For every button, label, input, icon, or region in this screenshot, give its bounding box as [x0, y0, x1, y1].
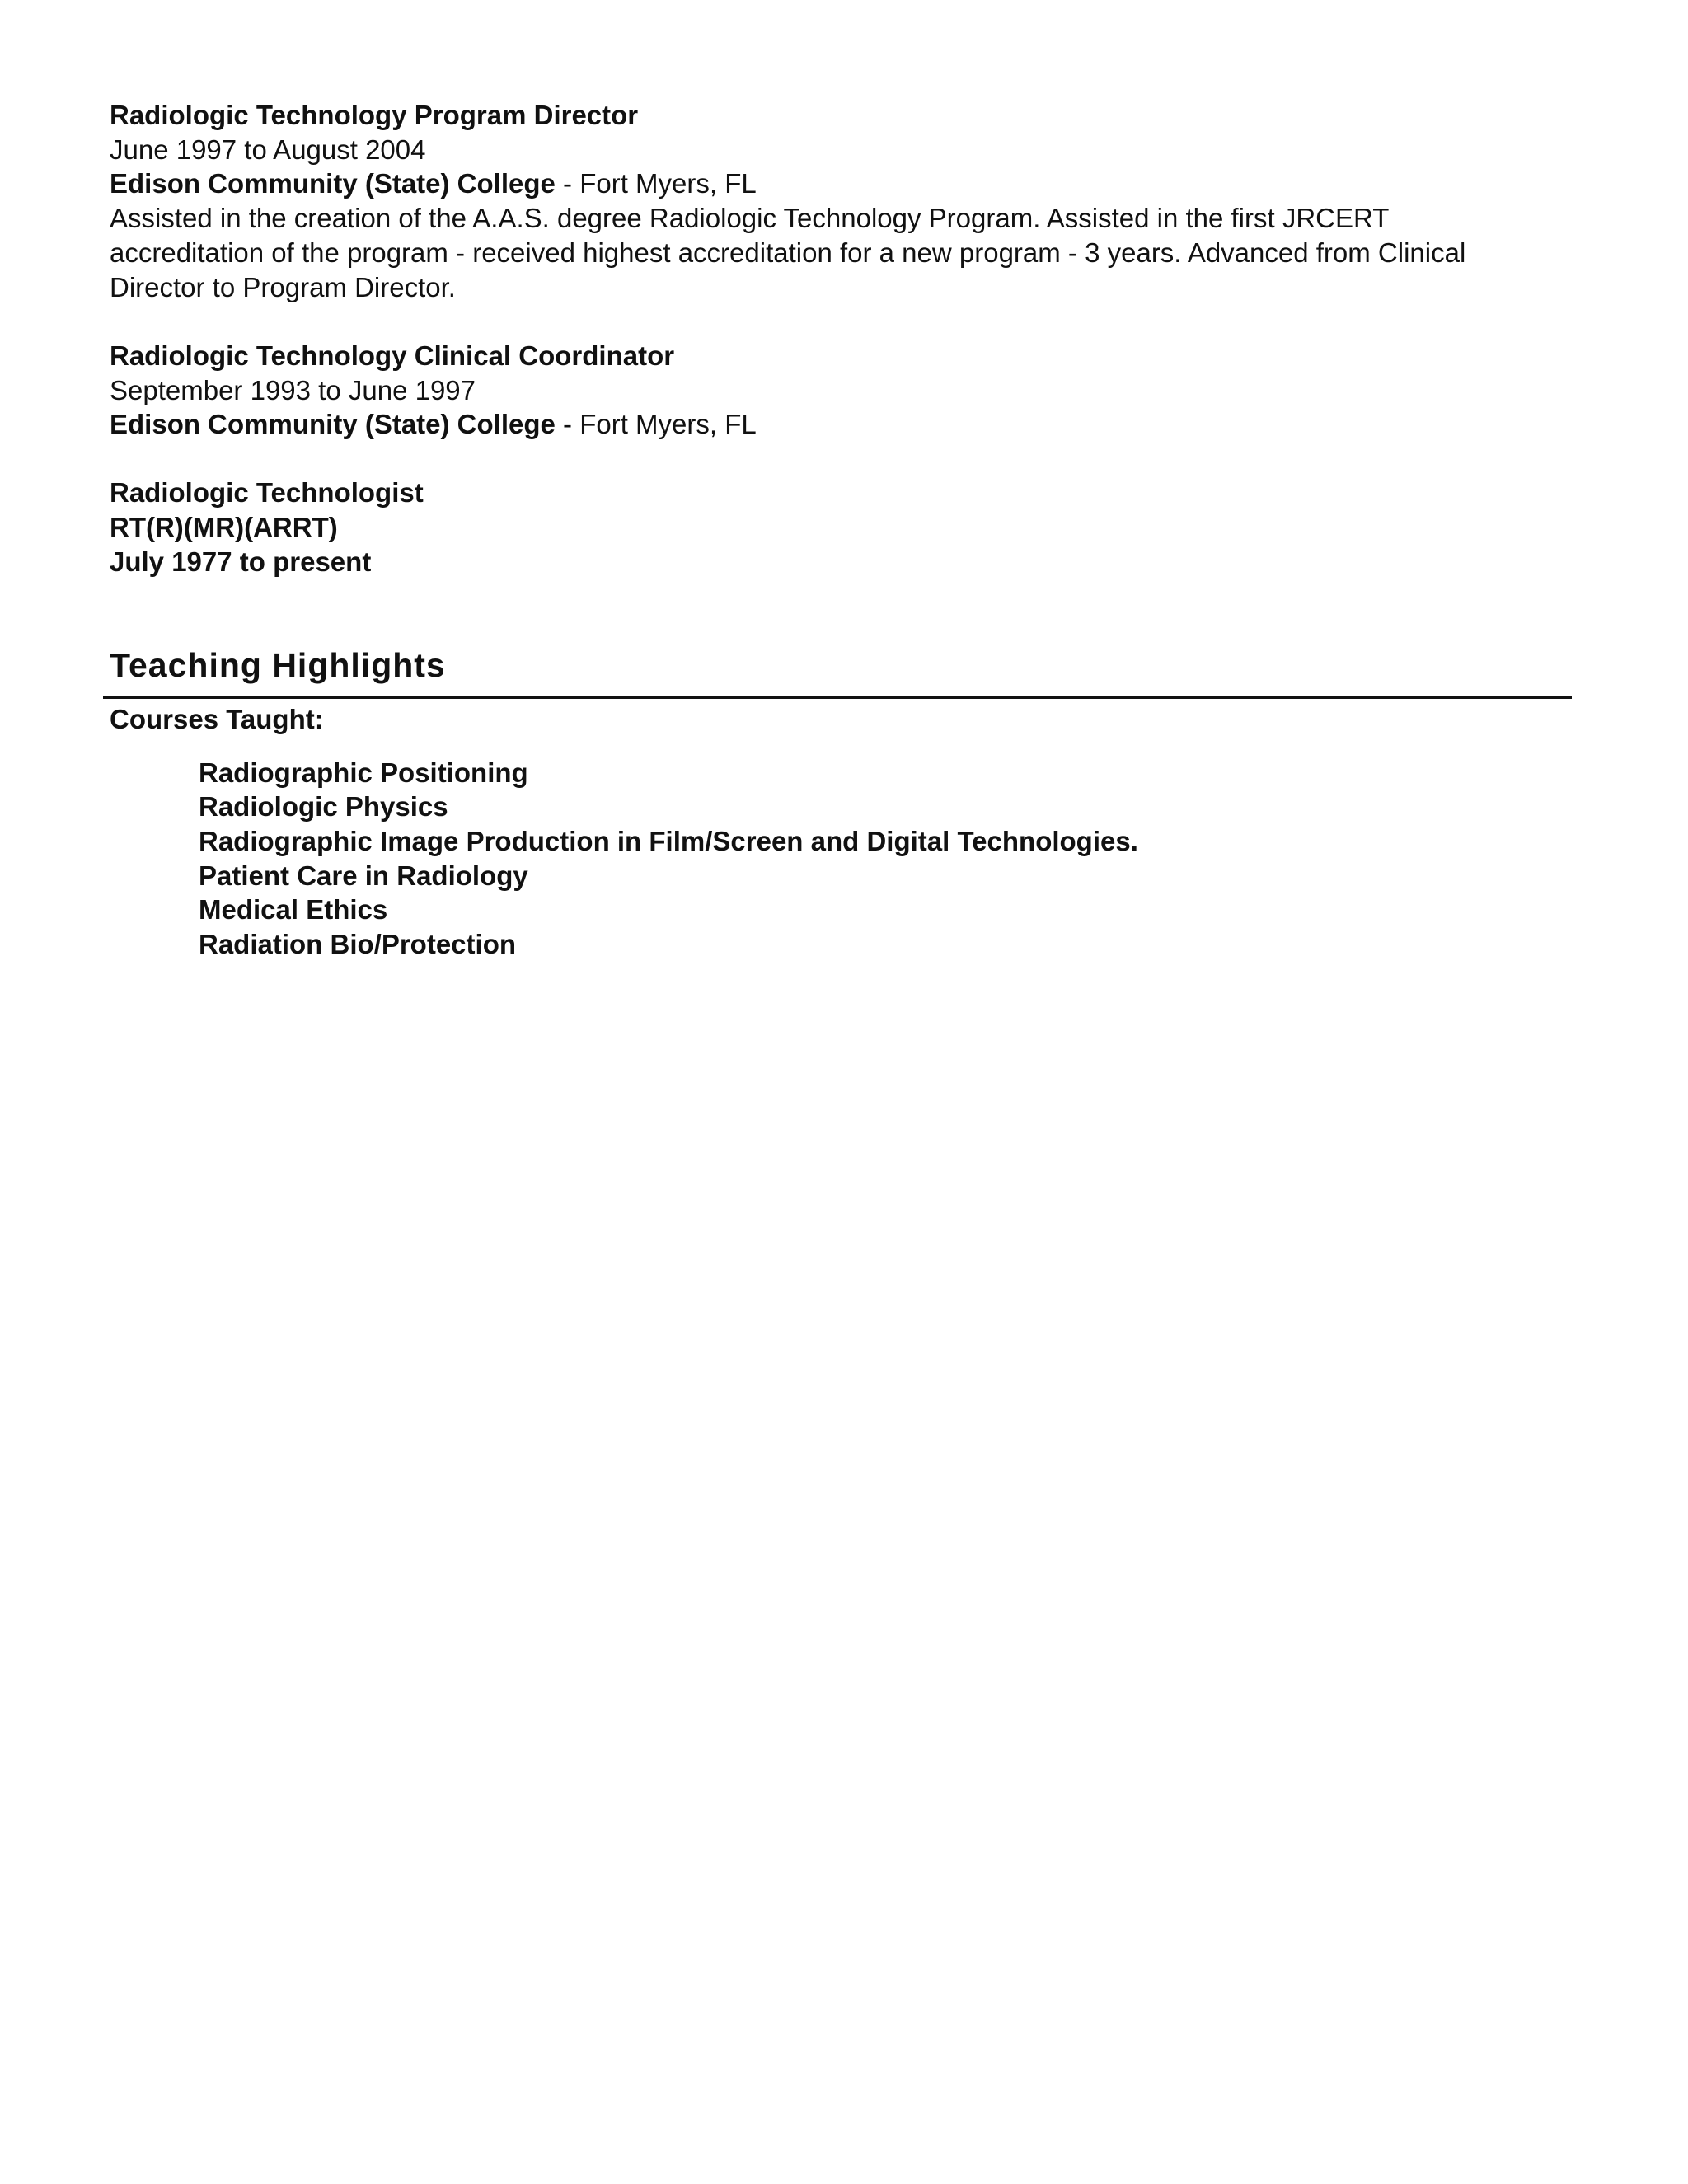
job-title: Radiologic Technology Program Director — [110, 100, 639, 130]
courses-label: Courses Taught: — [110, 704, 324, 734]
job-credentials: RT(R)(MR)(ARRT) — [110, 512, 338, 542]
course-item: Medical Ethics — [199, 894, 388, 925]
course-item: Radiographic Image Production in Film/Screen and Digital Technologies. — [199, 826, 1138, 856]
job-dates: September 1993 to June 1997 — [110, 375, 476, 405]
course-item: Radiographic Positioning — [199, 757, 528, 788]
course-item: Radiologic Physics — [199, 791, 448, 822]
course-item: Patient Care in Radiology — [199, 860, 528, 891]
job-employer-line — [110, 166, 757, 201]
job-title: Radiologic Technologist — [110, 477, 424, 508]
job-employer: Edison Community (State) College — [110, 409, 556, 439]
section-divider — [103, 696, 1572, 699]
job-dates: June 1997 to August 2004 — [110, 134, 426, 165]
job-title: Radiologic Technology Clinical Coordinator — [110, 340, 675, 371]
job-location: - Fort Myers, FL — [555, 168, 757, 199]
job-employer: Edison Community (State) College — [110, 168, 556, 199]
job-description: Assisted in the creation of the A.A.S. degree Radiologic Technology Program. Assisted in the first JRCERT accreditation of the program - received highest accreditation for a new program - 3 years. Advanced from Clinical Director to Program Director. — [110, 203, 1466, 302]
job-location: - Fort Myers, FL — [555, 409, 757, 439]
section-heading: Teaching Highlights — [110, 646, 446, 684]
job-employer-line — [110, 407, 757, 442]
course-item: Radiation Bio/Protection — [199, 929, 517, 959]
job-dates: July 1977 to present — [110, 546, 372, 577]
